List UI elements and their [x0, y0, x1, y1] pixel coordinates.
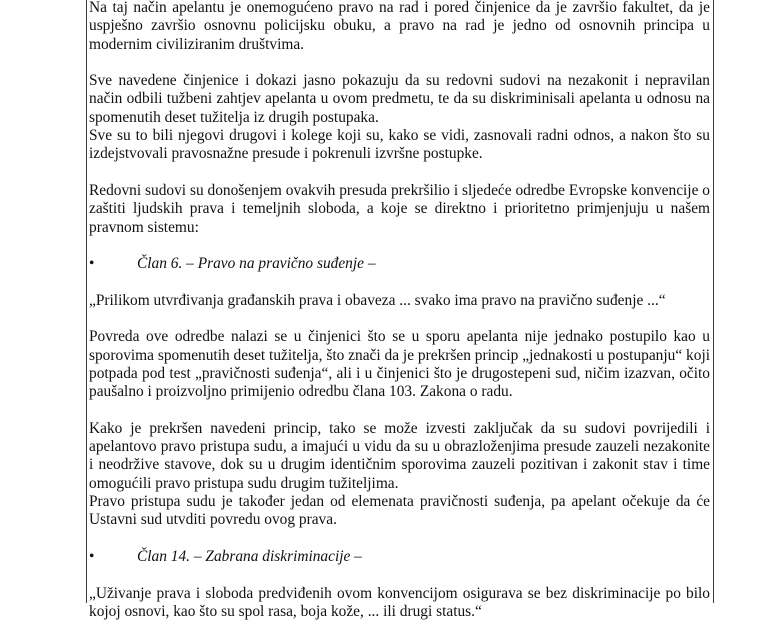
paragraph-convention-violations: Redovni sudovi su donošenjem ovakvih presuda prekršilio i sljedeće odredbe Evropske konvencije o zaštiti ljudskih prava i temeljnih sloboda, a koje se direktno i prioritetno primjenjuju u našem pravnom sistemu:: [89, 182, 710, 237]
document-body: [89, 0, 710, 621]
bullet-icon: •: [89, 548, 137, 566]
paragraph-access-to-court: Kako je prekršen navedeni princip, tako se može izvesti zaključak da su sudovi povrijedili i apelantovo pravo pristupa sudu, a imajući u vidu da su u obrazloženjima presude zauzeli nezakonite i neodržive stavove, dok su u drugim identičnim sporovima zauzeli pozitivan i zakonit stav i time omogućili pravo pristupa sudu drugim tužiteljima.: [89, 420, 710, 493]
article-14-heading: [89, 548, 710, 566]
paragraph-right-to-work: Na taj način apelantu je onemogućeno pravo na rad i pored činjenice da je završio fakultet, da je uspješno završio osnovnu policijsku obuku, a pravo na rad je jedno od osnovnih principa u modernim civiliziranim društvima.: [89, 0, 710, 54]
paragraph-equal-treatment: Povreda ove odredbe nalazi se u činjenici što se u sporu apelanta nije jednako postupilo kao u sporovima spomenutih deset tužitelja, što znači da je prekršen princip „jednakosti u postupanju“ koji potpada pod test „pravičnosti suđenja“, ali i u činjenici što je drugostepeni sud, ničim izazvan, očito paušalno i proizvoljno primijenio odredbu člana 103. Zakona o radu.: [89, 328, 710, 401]
page-right-border: [713, 0, 714, 603]
paragraph-evidence: Sve navedene činjenice i dokazi jasno pokazuju da su redovni sudovi na nezakonit i nepravilan način odbili tužbeni zahtjev apelanta u ovom predmetu, te da su diskriminisali apelanta u odnosu na spomenutih deset tužitelja iz drugih postupaka.: [89, 72, 710, 127]
paragraph-constitutional-court: Pravo pristupa sudu je također jedan od elemenata pravičnosti suđenja, pa apelant očekuje da će Ustavni sud utvditi povredu ovog prava.: [89, 493, 710, 530]
bullet-icon: •: [89, 255, 137, 273]
quote-article-14: „Uživanje prava i sloboda predviđenih ovom konvencijom osigurava se bez diskriminacije po bilo kojoj osnovi, kao što su spol rasa, boja kože, ... ili drugi status.“: [89, 585, 710, 621]
page-left-border: [86, 0, 87, 603]
article-14-title: Član 14. – Zabrana diskriminacije –: [137, 548, 362, 566]
paragraph-colleagues: Sve su to bili njegovi drugovi i kolege koji su, kako se vidi, zasnovali radni odnos, a nakon što su izdejstvovali pravosnažne presude i pokrenuli izvršne postupke.: [89, 127, 710, 164]
article-6-heading: [89, 255, 710, 273]
article-6-title: Član 6. – Pravo na pravično suđenje –: [137, 255, 376, 273]
quote-article-6: „Prilikom utvrđivanja građanskih prava i obaveza ... svako ima pravo na pravično suđenje ...“: [89, 292, 710, 310]
